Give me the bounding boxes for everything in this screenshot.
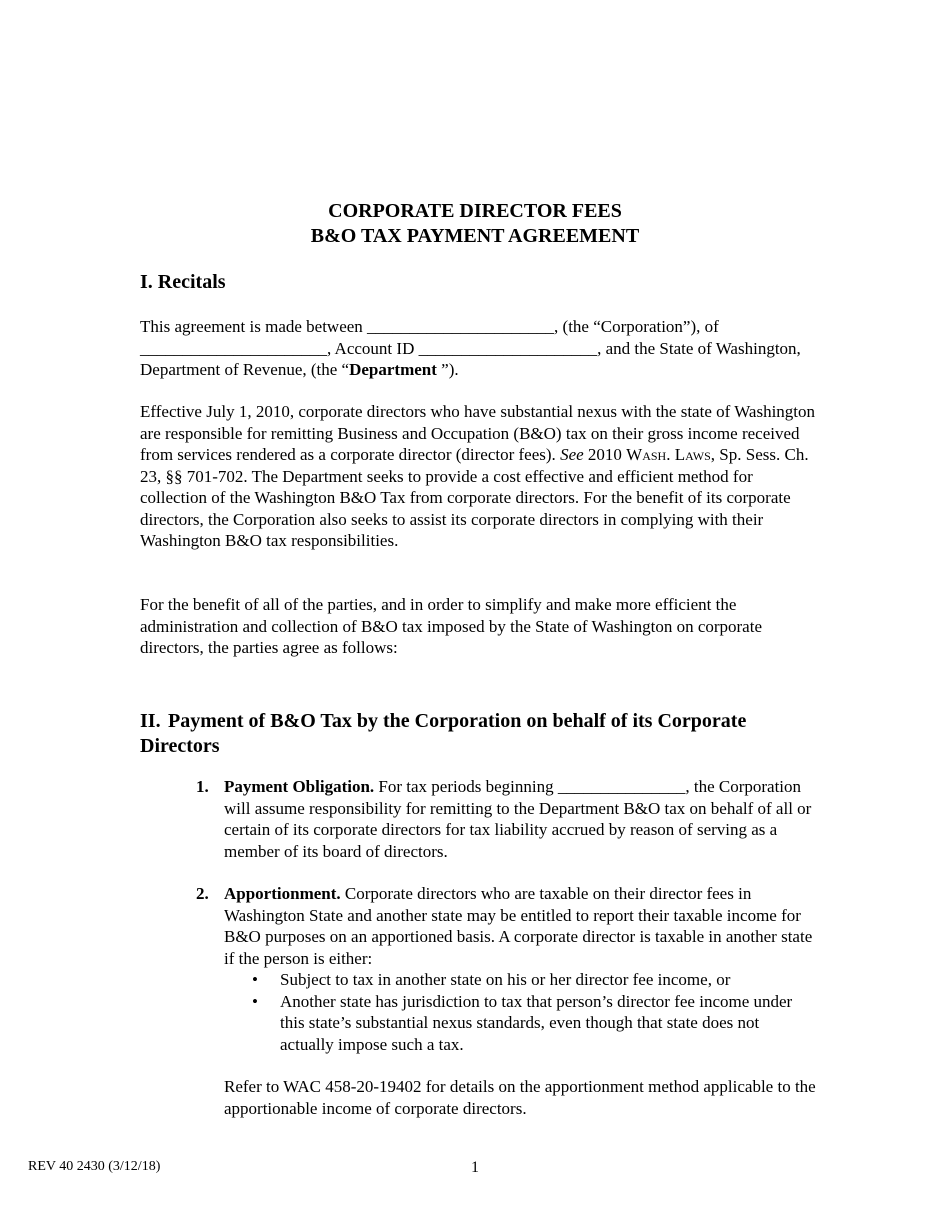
item-number: 1. (196, 777, 209, 796)
list-item-payment-obligation (196, 776, 816, 862)
item-text: For tax periods beginning _______________, the Corporation will assume responsibility for remitting to the Department B&O tax on behalf of all or certain of its corporate directors for tax liability accrued by reason of serving as a member of its board of directors. (224, 777, 812, 861)
title-line-1: CORPORATE DIRECTOR FEES (328, 200, 622, 222)
section-2-number: II. (140, 710, 161, 732)
recitals-paragraph-1 (140, 316, 820, 381)
item-label: Payment Obligation. (224, 777, 375, 796)
page-number: 1 (471, 1159, 479, 1176)
recitals-paragraph-3: For the benefit of all of the parties, and in order to simplify and make more efficient the administration and collection of B&O tax imposed by the State of Washington on corporate directors, the parties agree as follows: (140, 595, 762, 657)
effective-date-text: Effective July 1, 2010, corporate directors who have substantial nexus with the state of Washington are responsible for remitting Business and Occupation (B&O) tax on their gross income received from services rendered as a corporate director (director fees). (140, 402, 816, 464)
bullet-item (224, 991, 816, 1056)
bullet-icon: • (252, 970, 258, 989)
list-item-apportionment (196, 883, 816, 1119)
document-title (0, 199, 950, 249)
see-citation: See (560, 445, 584, 464)
title-line-2: B&O TAX PAYMENT AGREEMENT (310, 225, 640, 247)
section-2-list (196, 776, 816, 1140)
recitals-paragraph-2 (140, 401, 820, 552)
bullet-text: Another state has jurisdiction to tax that person’s director fee income under this state’s substantial nexus standards, even though that state does not actually impose such a tax. (280, 991, 793, 1054)
item-number: 2. (196, 884, 209, 903)
bullet-icon: • (252, 991, 258, 1011)
apportionment-bullets (224, 969, 816, 1055)
agreement-parties-end: ”). (436, 360, 459, 379)
bullet-item (224, 969, 816, 991)
section-2-title: Payment of B&O Tax by the Corporation on behalf of its Corporate Directors (140, 710, 747, 757)
section-1-heading: I. Recitals (140, 271, 226, 293)
citation-year: 2010 (583, 445, 627, 464)
form-identifier: REV 40 2430 (3/12/18) (28, 1159, 161, 1174)
bullet-text: Subject to tax in another state on his or her director fee income, or (280, 970, 731, 989)
citation-rest: , Sp. Sess. Ch. 23, §§ 701-702. The Department seeks to provide a cost effective and efficient method for collection of the Washington B&O Tax from corporate directors. For the benefit of its corporate directors, the Corporation also seeks to assist its corporate directors in complying with their Washington B&O tax responsibilities. (140, 445, 809, 550)
department-term: Department (349, 360, 437, 379)
section-2-heading (140, 709, 820, 759)
item-label: Apportionment. (224, 884, 341, 903)
item-text: Corporate directors who are taxable on their director fees in Washington State and another state may be entitled to report their taxable income for B&O purposes on an apportioned basis. A corporate director is taxable in another state if the person is either: (224, 884, 813, 968)
agreement-parties-text: This agreement is made between ______________________, (the “Corporation”), of ______________________, Account ID _____________________, and the State of Washington, Department of Revenue, (the “ (140, 317, 801, 379)
wac-reference: Refer to WAC 458-20-19402 for details on the apportionment method applicable to the apportionable income of corporate directors. (224, 1077, 816, 1118)
wash-laws-citation: Wash. Laws (626, 445, 711, 464)
